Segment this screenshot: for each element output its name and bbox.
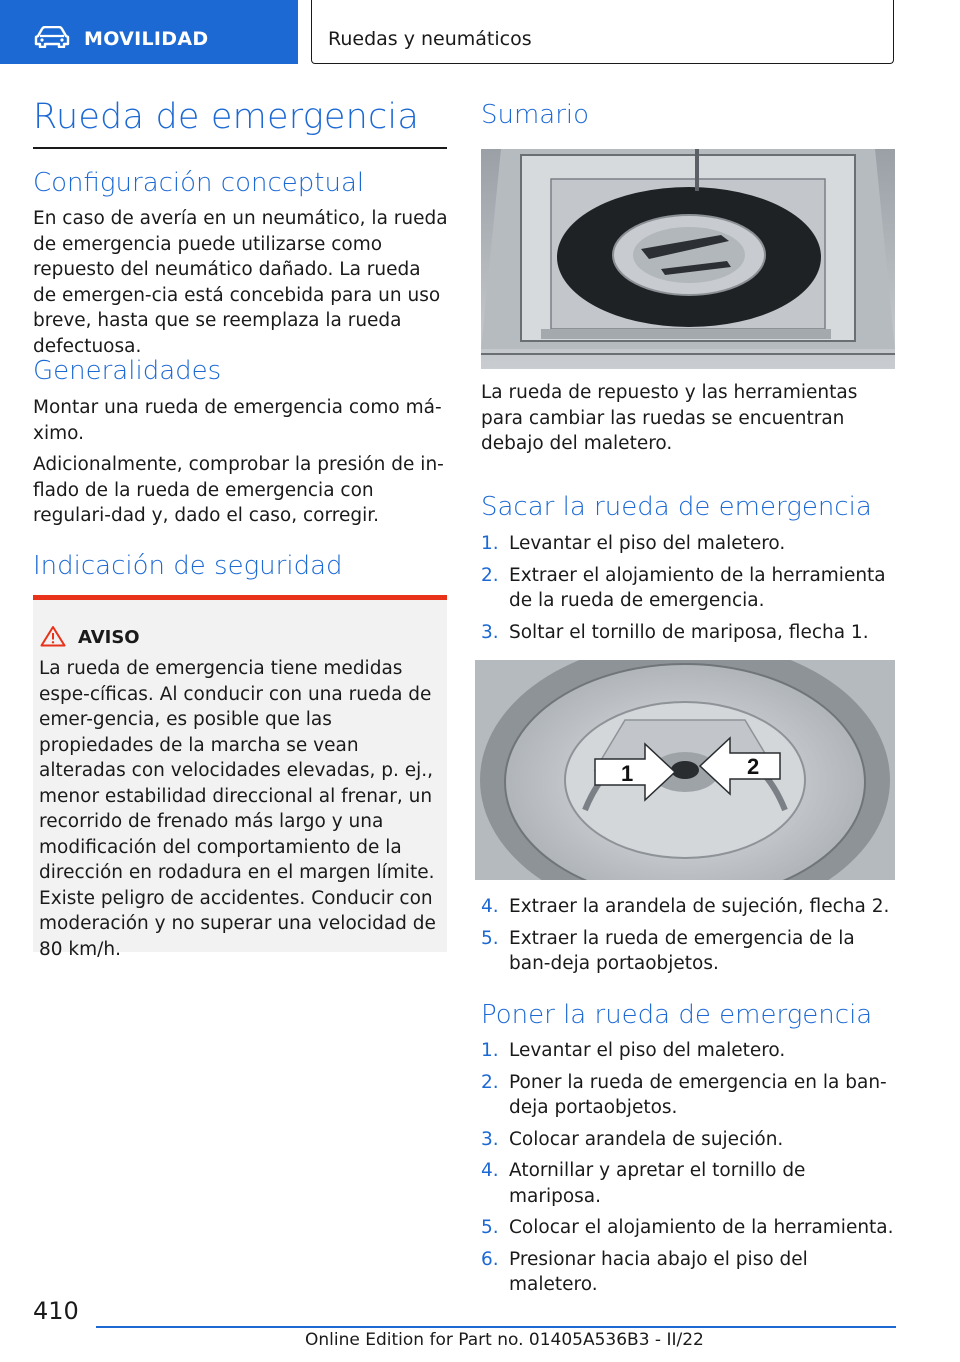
remove-steps-b bbox=[481, 894, 897, 983]
list-item: 4. Extraer la arandela de sujeción, flecha 2. bbox=[481, 896, 890, 917]
list-item: 3. Soltar el tornillo de mariposa, flecha 1. bbox=[481, 621, 869, 643]
chapter-header bbox=[311, 0, 894, 64]
summary-text: La rueda de repuesto y las herramientas para cambiar las ruedas se encuentran debajo del maletero. bbox=[481, 382, 858, 454]
edition-note: Online Edition for Part no. 01405A536B3 - II/22 bbox=[305, 1330, 704, 1350]
title-divider bbox=[33, 147, 447, 149]
spare-wheel-illustration bbox=[475, 660, 895, 880]
chapter-title: Ruedas y neumáticos bbox=[328, 28, 532, 50]
remove-steps-a bbox=[481, 531, 897, 651]
trunk-illustration bbox=[481, 149, 895, 369]
safety-heading: Indicación de seguridad bbox=[33, 551, 343, 581]
general-text-1: Montar una rueda de emergencia como má-ximo. bbox=[33, 397, 442, 444]
concept-heading: Configuración conceptual bbox=[33, 168, 365, 198]
list-item: 5. Colocar el alojamiento de la herramienta. bbox=[481, 1217, 894, 1238]
arrow-label-2: 2 bbox=[747, 754, 760, 779]
list-item: 2. Extraer el alojamiento de la herramienta de la rueda de emergencia. bbox=[481, 564, 886, 611]
remove-heading: Sacar la rueda de emergencia bbox=[481, 492, 872, 522]
warning-title: AVISO bbox=[78, 627, 140, 648]
car-icon bbox=[34, 26, 70, 48]
list-item: 5. Extraer la rueda de emergencia de la ban-deja portaobjetos. bbox=[481, 927, 855, 974]
list-item: 4. Atornillar y apretar el tornillo de mariposa. bbox=[481, 1160, 806, 1207]
footer-divider bbox=[96, 1326, 896, 1328]
page-title: Rueda de emergencia bbox=[33, 97, 419, 137]
install-heading: Poner la rueda de emergencia bbox=[481, 1000, 873, 1030]
page-number: 410 bbox=[33, 1297, 79, 1325]
section-label: MOVILIDAD bbox=[84, 28, 209, 50]
summary-heading: Sumario bbox=[481, 100, 590, 130]
install-steps bbox=[481, 1038, 897, 1304]
list-item: 6. Presionar hacia abajo el piso del maletero. bbox=[481, 1248, 808, 1295]
list-item: 1. Levantar el piso del maletero. bbox=[481, 1040, 786, 1061]
concept-text: En caso de avería en un neumático, la rueda de emergencia puede utilizarse como repuesto del neumático dañado. La rueda de emergen-cia está concebida para un uso breve, hasta que se reemplaza la rueda defectuosa. bbox=[33, 208, 448, 357]
warning-box bbox=[33, 595, 447, 960]
list-item: 1. Levantar el piso del maletero. bbox=[481, 533, 786, 554]
list-item: 3. Colocar arandela de sujeción. bbox=[481, 1128, 784, 1150]
arrow-label-1: 1 bbox=[621, 761, 634, 786]
general-text-2: Adicionalmente, comprobar la presión de in-flado de la rueda de emergencia con regulari-dad y, dado el caso, corregir. bbox=[33, 454, 444, 526]
warning-text: La rueda de emergencia tiene medidas espe-cíficas. Al conducir con una rueda de emer-gencia, es posible que las propiedades de la marcha se vean alteradas con velocidades elevadas, p. ej., menor estabilidad direccional al frenar, un recorrido de frenado más largo y una modificación del comportamiento de la dirección en rodadura en el margen límite. Existe peligro de accidentes. Conducir con moderación y no superar una velocidad de 80 km/h. bbox=[39, 658, 436, 960]
warning-icon bbox=[40, 625, 66, 647]
list-item: 2. Poner la rueda de emergencia en la ban-deja portaobjetos. bbox=[481, 1071, 887, 1118]
section-tab[interactable] bbox=[0, 0, 298, 64]
general-heading: Generalidades bbox=[33, 356, 222, 386]
